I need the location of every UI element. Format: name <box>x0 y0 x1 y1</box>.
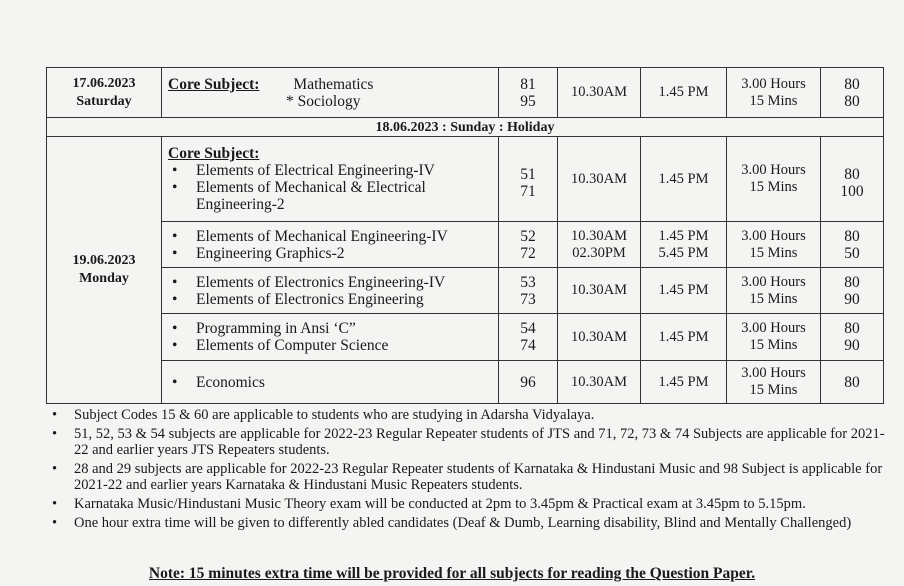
max-marks: 100 <box>840 183 864 200</box>
start-time: 10.30AM <box>571 227 627 244</box>
subject-cell <box>162 314 499 361</box>
table-row <box>47 268 884 314</box>
marks-cell <box>821 314 884 361</box>
start-time: 10.30AM <box>558 137 641 222</box>
duration-cell <box>727 314 821 361</box>
duration-mins: 15 Mins <box>749 382 798 398</box>
exam-date: 19.06.2023 <box>72 253 136 268</box>
code-cell <box>499 137 558 222</box>
duration-hours: 3.00 Hours <box>741 227 806 244</box>
max-marks: 80 <box>844 75 860 93</box>
duration-mins: 15 Mins <box>749 290 798 307</box>
subject-name: • Engineering Graphics-2 <box>168 245 492 262</box>
duration-mins: 15 Mins <box>749 337 798 353</box>
duration-hours: 3.00 Hours <box>741 273 806 290</box>
subject-code: 53 <box>520 273 536 291</box>
max-marks: 90 <box>844 337 860 354</box>
start-time: 10.30AM <box>558 268 641 314</box>
code-cell <box>499 268 558 314</box>
notes-list <box>46 407 896 533</box>
note-item: • Subject Codes 15 & 60 are applicable to students who are studying in Adarsha Vidyalaya. <box>46 407 896 424</box>
note-item: • 28 and 29 subjects are applicable for 2022-23 Regular Repeater students of Karnataka & Hindustani Music and 98 Subject is applicable for 2021-22 and earlier years Karnataka & Hindustani Music Repeaters students. <box>46 461 896 494</box>
table-row <box>47 222 884 268</box>
start-time-cell <box>558 222 641 268</box>
core-subject-label: Core Subject: <box>168 75 260 93</box>
start-time: 10.30AM <box>558 314 641 361</box>
subject-name: * Sociology <box>286 92 361 110</box>
marks-cell <box>821 137 884 222</box>
start-time: 10.30AM <box>558 361 641 404</box>
duration-mins: 15 Mins <box>749 92 798 109</box>
end-time: 1.45 PM <box>641 268 727 314</box>
subject-name: • Economics <box>168 374 492 391</box>
table-row <box>47 68 884 118</box>
subject-code: 51 <box>520 166 536 183</box>
end-time: 1.45 PM <box>641 361 727 404</box>
exam-weekday: Saturday <box>76 93 132 109</box>
max-marks: 80 <box>844 320 860 337</box>
table-row <box>47 118 884 137</box>
note-item: • 51, 52, 53 & 54 subjects are applicable for 2022-23 Regular Repeater students of JTS and 71, 72, 73 & 74 Subjects are applicable for 2021-22 and earlier years JTS Repeaters students. <box>46 426 896 459</box>
subject-name: • Elements of Mechanical Engineering-IV <box>168 228 492 245</box>
subject-cell <box>162 68 499 118</box>
subject-name: Engineering-2 <box>196 196 285 213</box>
subject-name: • Programming in Ansi ‘C” <box>168 320 492 337</box>
max-marks: 90 <box>844 290 860 308</box>
subject-code: 52 <box>520 227 536 245</box>
subject-code: 72 <box>520 244 536 262</box>
subject-code: 73 <box>520 290 536 308</box>
end-time: 5.45 PM <box>658 244 709 261</box>
code-cell <box>499 68 558 118</box>
max-marks: 80 <box>844 166 860 183</box>
exam-weekday: Monday <box>79 271 129 286</box>
end-time: 1.45 PM <box>641 137 727 222</box>
duration-hours: 3.00 Hours <box>741 162 806 178</box>
subject-name: • Elements of Electronics Engineering-IV <box>168 274 492 291</box>
date-cell <box>47 137 162 404</box>
table-row <box>47 361 884 404</box>
duration-mins: 15 Mins <box>749 244 798 261</box>
subject-name: • Elements of Computer Science <box>168 337 492 354</box>
end-time: 1.45 PM <box>658 227 709 244</box>
duration-hours: 3.00 Hours <box>741 320 806 336</box>
marks-cell <box>821 268 884 314</box>
start-time: 02.30PM <box>572 244 626 261</box>
subject-code: 71 <box>520 183 536 200</box>
duration-cell <box>727 222 821 268</box>
end-time: 1.45 PM <box>641 68 727 118</box>
duration-mins: 15 Mins <box>749 179 798 195</box>
exam-date: 17.06.2023 <box>72 75 136 91</box>
table-row <box>47 314 884 361</box>
subject-code: 81 <box>520 75 536 93</box>
code-cell <box>499 222 558 268</box>
note-item: • Karnataka Music/Hindustani Music Theory exam will be conducted at 2pm to 3.45pm & Practical exam at 3.45pm to 5.15pm. <box>46 496 896 513</box>
subject-name: Mathematics <box>293 75 374 93</box>
date-cell <box>47 68 162 118</box>
subject-name: • Elements of Mechanical & Electrical <box>168 179 492 196</box>
marks-cell <box>821 68 884 118</box>
subject-code: 74 <box>520 337 536 354</box>
duration-hours: 3.00 Hours <box>741 75 806 92</box>
subject-cell <box>162 222 499 268</box>
subject-name: • Elements of Electronics Engineering <box>168 291 492 308</box>
start-time: 10.30AM <box>558 68 641 118</box>
holiday-row: 18.06.2023 : Sunday : Holiday <box>47 118 884 137</box>
footer-note: Note: 15 minutes extra time will be provided for all subjects for reading the Question Paper. <box>148 565 756 582</box>
end-time-cell <box>641 222 727 268</box>
subject-code: 95 <box>520 92 536 110</box>
max-marks: 50 <box>844 244 860 262</box>
max-marks: 80 <box>844 273 860 291</box>
duration-cell <box>727 137 821 222</box>
subject-cell <box>162 137 499 222</box>
max-marks: 80 <box>844 227 860 245</box>
marks-cell <box>821 222 884 268</box>
subject-code: 96 <box>499 361 558 404</box>
duration-cell <box>727 361 821 404</box>
note-item: • One hour extra time will be given to differently abled candidates (Deaf & Dumb, Learning disability, Blind and Mentally Challenged) <box>46 515 896 532</box>
max-marks: 80 <box>821 361 884 404</box>
end-time: 1.45 PM <box>641 314 727 361</box>
code-cell <box>499 314 558 361</box>
subject-code: 54 <box>520 320 536 337</box>
subject-name: • Elements of Electrical Engineering-IV <box>168 162 492 179</box>
duration-cell <box>727 68 821 118</box>
table-row <box>47 137 884 222</box>
subject-cell <box>162 361 499 404</box>
duration-hours: 3.00 Hours <box>741 365 806 381</box>
max-marks: 80 <box>844 92 860 110</box>
subject-cell <box>162 268 499 314</box>
core-subject-label: Core Subject: <box>168 145 260 162</box>
exam-timetable <box>46 67 884 404</box>
duration-cell <box>727 268 821 314</box>
